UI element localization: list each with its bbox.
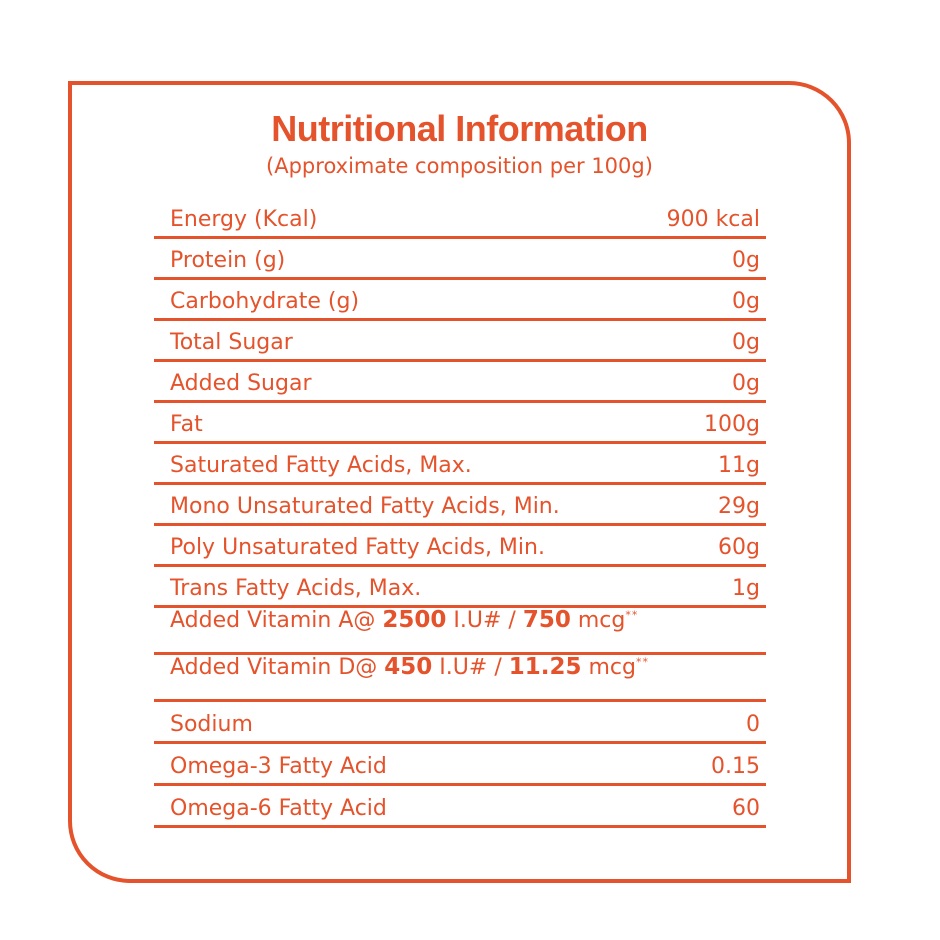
nutrient-label: Poly Unsaturated Fatty Acids, Min.: [170, 535, 545, 561]
footnote-marks: **: [635, 655, 649, 669]
vitamin-d-text: Added Vitamin D@ 450 I.U# / 11.25 mcg**: [170, 653, 649, 680]
vitamin-a-iu-value: 2500: [382, 606, 447, 633]
nutrient-value: 0g: [732, 289, 760, 315]
vitamin-d-iu-value: 450: [384, 653, 433, 680]
nutrient-value: 0g: [732, 330, 760, 356]
nutrient-label: Protein (g): [170, 248, 286, 274]
label-frame: [68, 81, 851, 883]
nutrient-row-omega-6: [154, 786, 766, 828]
nutrient-row-fat: [154, 403, 766, 444]
nutrient-value: 0g: [732, 371, 760, 397]
nutrient-row-mono-unsaturated: [154, 485, 766, 526]
nutrient-label: Total Sugar: [170, 330, 293, 356]
nutrient-row-omega-3: [154, 744, 766, 786]
nutrient-label: Trans Fatty Acids, Max.: [170, 576, 422, 602]
nutrient-label: Energy (Kcal): [170, 207, 318, 233]
nutrient-value: 0: [746, 712, 760, 738]
nutrient-row-energy: [154, 198, 766, 239]
nutrient-value: 0.15: [711, 754, 760, 780]
nutrient-label: Added Sugar: [170, 371, 312, 397]
nutrient-value: 100g: [704, 412, 760, 438]
footnote-marks: **: [625, 608, 639, 622]
nutrient-row-protein: [154, 239, 766, 280]
nutrient-value: 60g: [718, 535, 760, 561]
nutrient-label: Sodium: [170, 712, 253, 738]
nutrient-label: Carbohydrate (g): [170, 289, 360, 315]
nutrient-value: 60: [732, 796, 760, 822]
nutrient-value: 11g: [718, 453, 760, 479]
vitamin-d-mcg-value: 11.25: [508, 653, 582, 680]
vitamin-a-row: [154, 608, 766, 655]
nutrient-row-carbohydrate: [154, 280, 766, 321]
nutrient-label: Saturated Fatty Acids, Max.: [170, 453, 472, 479]
page-subtitle: (Approximate composition per 100g): [266, 153, 653, 178]
nutrient-row-trans-fatty-acids: [154, 567, 766, 608]
nutrient-row-sodium: [154, 702, 766, 744]
nutrient-row-poly-unsaturated: [154, 526, 766, 567]
page-title: Nutritional Information: [271, 108, 648, 149]
nutrient-label: Fat: [170, 412, 203, 438]
nutrient-value: 900 kcal: [666, 207, 760, 233]
nutrient-value: 1g: [732, 576, 760, 602]
vitamin-a-mcg-value: 750: [522, 606, 571, 633]
nutrient-row-saturated-fatty-acids: [154, 444, 766, 485]
nutrient-label: Mono Unsaturated Fatty Acids, Min.: [170, 494, 560, 520]
nutrient-value: 29g: [718, 494, 760, 520]
nutrient-row-total-sugar: [154, 321, 766, 362]
nutrition-table: [154, 198, 766, 828]
nutrient-label: Omega-6 Fatty Acid: [170, 796, 387, 822]
nutrient-row-added-sugar: [154, 362, 766, 403]
vitamin-d-row: [154, 655, 766, 702]
vitamin-a-text: Added Vitamin A@ 2500 I.U# / 750 mcg**: [170, 606, 639, 633]
nutrient-value: 0g: [732, 248, 760, 274]
nutrient-label: Omega-3 Fatty Acid: [170, 754, 387, 780]
